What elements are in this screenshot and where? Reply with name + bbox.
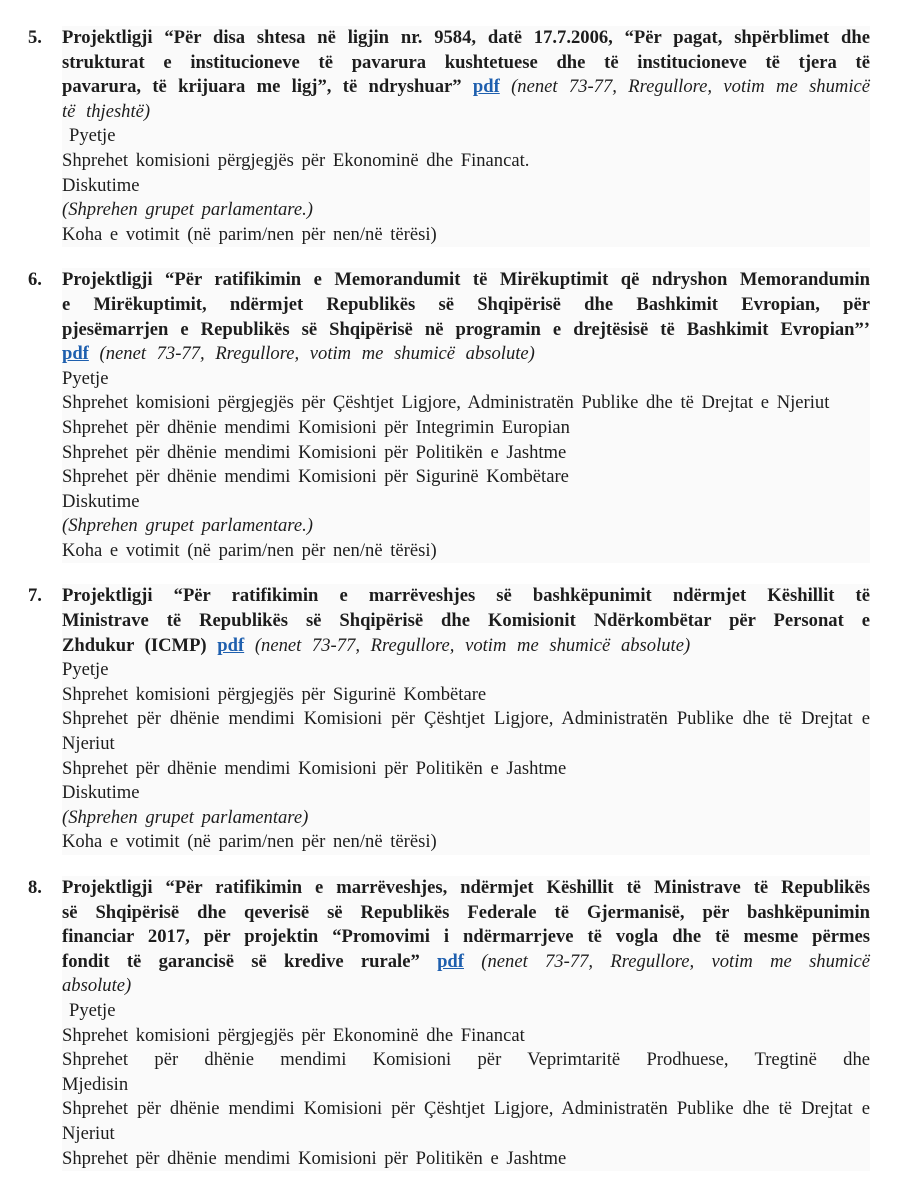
agenda-line: Koha e votimit (në parim/nen për nen/në tërësi) <box>62 223 870 248</box>
item-number: 5. <box>28 27 42 48</box>
agenda-item <box>28 268 870 563</box>
agenda-line: Shprehet për dhënie mendimi Komisioni për Politikën e Jashtme <box>62 1147 870 1172</box>
item-heading <box>62 26 870 124</box>
item-vote-note: (nenet 73-77, Rregullore, votim me shumicë të thjeshtë) <box>62 76 870 122</box>
item-body <box>62 876 870 1171</box>
agenda-line: Shprehet për dhënie mendimi Komisioni për Veprimtaritë Prodhuese, Tregtinë dhe Mjedisin <box>62 1048 870 1097</box>
item-title: Projektligji “Për ratifikimin e Memorandumit të Mirëkuptimit që ndryshon Memorandumin e Mirëkuptimit, ndërmjet Republikës së Shqipërisë dhe Bashkimit Evropian, për pjesëmarrjen e Republikës së Shqipërisë në programin e drejtësisë të Bashkimit Evropian”’ <box>62 269 870 340</box>
agenda-line: Diskutime <box>62 781 870 806</box>
item-vote-note: (nenet 73-77, Rregullore, votim me shumicë absolute) <box>99 343 535 365</box>
agenda-line: Shprehet për dhënie mendimi Komisioni për Sigurinë Kombëtare <box>62 465 870 490</box>
item-title: Projektligji “Për disa shtesa në ligjin nr. 9584, datë 17.7.2006, “Për pagat, shpërblimet dhe strukturat e institucioneve të pavarura kushtetuese dhe të institucioneve të tjera të pavarura, të krijuara me ligj”, të ndryshuar” <box>62 27 870 98</box>
agenda-line: Diskutime <box>62 490 870 515</box>
agenda-line: Shprehet komisioni përgjegjës për Ekonominë dhe Financat. <box>62 149 870 174</box>
pdf-link[interactable]: pdf <box>62 343 89 365</box>
item-number: 8. <box>28 877 42 898</box>
item-number: 6. <box>28 269 42 291</box>
item-body <box>62 26 870 247</box>
item-number: 7. <box>28 585 42 607</box>
item-heading <box>62 876 870 999</box>
agenda-line: Shprehet për dhënie mendimi Komisioni për Integrimin Europian <box>62 416 870 441</box>
item-heading <box>62 268 870 366</box>
agenda-line: Koha e votimit (në parim/nen për nen/në tërësi) <box>62 830 870 855</box>
pdf-link[interactable]: pdf <box>472 76 500 98</box>
agenda-line: (Shprehen grupet parlamentare) <box>62 806 870 831</box>
agenda-line: Shprehet për dhënie mendimi Komisioni për Çështjet Ligjore, Administratën Publike dhe të Drejtat e Njeriut <box>62 1097 870 1146</box>
item-vote-note: (nenet 73-77, Rregullore, votim me shumicë absolute) <box>254 634 691 656</box>
agenda-line: Shprehet komisioni përgjegjës për Çështjet Ligjore, Administratën Publike dhe të Drejtat e Njeriut <box>62 391 870 416</box>
agenda-line: (Shprehen grupet parlamentare.) <box>62 198 870 223</box>
agenda-item <box>28 26 870 247</box>
item-body <box>62 268 870 563</box>
item-body <box>62 584 870 855</box>
pdf-link[interactable]: pdf <box>217 634 245 656</box>
agenda-line: Diskutime <box>62 174 870 199</box>
item-heading <box>62 584 870 658</box>
agenda-line: Shprehet për dhënie mendimi Komisioni për Politikën e Jashtme <box>62 441 870 466</box>
agenda-items-list <box>28 26 870 1171</box>
agenda-item <box>28 584 870 855</box>
pdf-link[interactable]: pdf <box>437 950 464 972</box>
agenda-line: Pyetje <box>62 124 870 149</box>
agenda-line: Shprehet komisioni përgjegjës për Ekonominë dhe Financat <box>62 1024 870 1049</box>
agenda-line: Pyetje <box>62 658 870 683</box>
agenda-item <box>28 876 870 1171</box>
agenda-line: Koha e votimit (në parim/nen për nen/në tërësi) <box>62 539 870 564</box>
item-title: Projektligji “Për ratifikimin e marrëveshjes, ndërmjet Këshillit të Ministrave të Republikës së Shqipërisë dhe qeverisë së Republikës Federale të Gjermanisë, për bashkëpunimin financiar 2017, për projektin “Promovimi i ndërmarrjeve të vogla dhe të mesme përmes fondit të garancisë së kredive rurale” <box>62 877 870 972</box>
agenda-line: (Shprehen grupet parlamentare.) <box>62 514 870 539</box>
item-vote-note: (nenet 73-77, Rregullore, votim me shumicë absolute) <box>62 950 871 997</box>
agenda-line: Shprehet për dhënie mendimi Komisioni për Çështjet Ligjore, Administratën Publike dhe të Drejtat e Njeriut <box>62 707 870 756</box>
item-title: Projektligji “Për ratifikimin e marrëveshjes së bashkëpunimit ndërmjet Këshillit të Ministrave të Republikës së Shqipërisë dhe Komisionit Ndërkombëtar për Personat e Zhdukur (ICMP) <box>62 585 870 656</box>
agenda-line: Pyetje <box>62 999 870 1024</box>
agenda-line: Pyetje <box>62 367 870 392</box>
agenda-line: Shprehet komisioni përgjegjës për Sigurinë Kombëtare <box>62 683 870 708</box>
agenda-line: Shprehet për dhënie mendimi Komisioni për Politikën e Jashtme <box>62 757 870 782</box>
